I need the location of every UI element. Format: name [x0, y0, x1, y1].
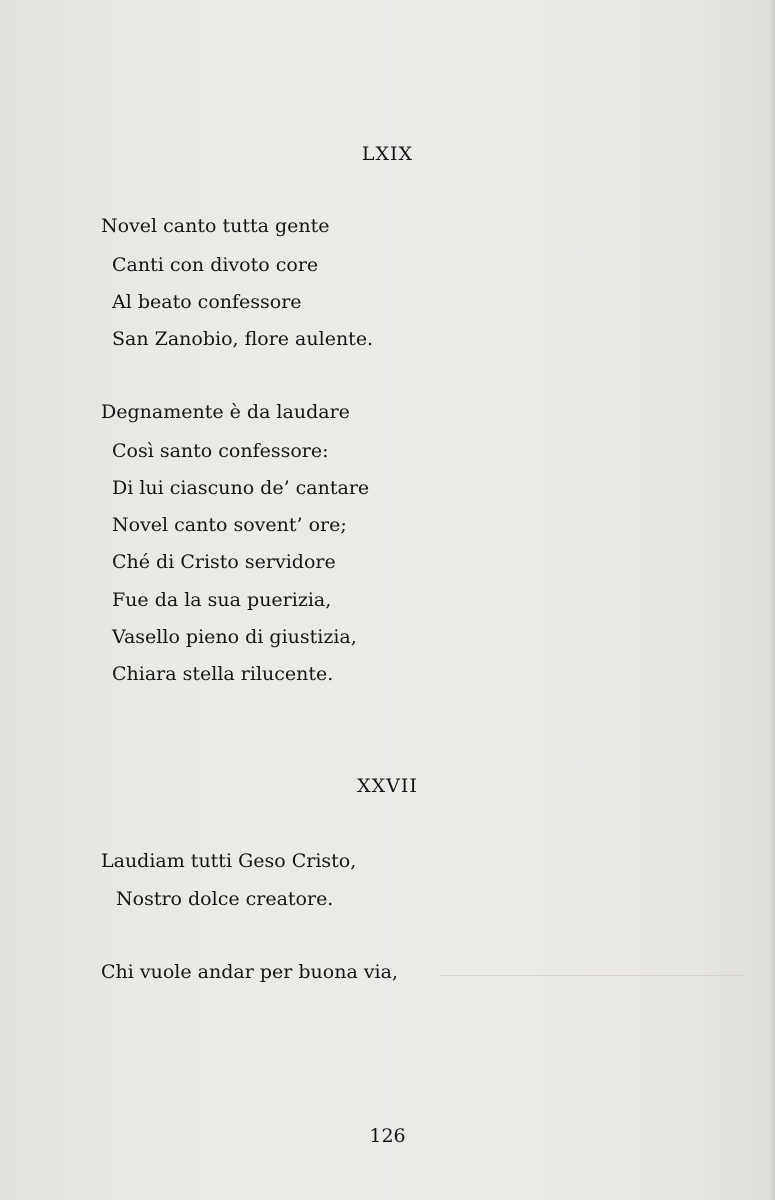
section-heading-lxix: LXIX [361, 143, 414, 165]
page-number: 126 [369, 1125, 406, 1147]
show-through-footnote-rule [440, 975, 745, 976]
verse-line: Novel canto tutta gente [101, 215, 330, 237]
verse-line: Novel canto sovent’ ore; [112, 514, 347, 536]
verse-line: Al beato confessore [112, 291, 302, 313]
verse-line: Vasello pieno di giustizia, [112, 626, 357, 648]
verse-line: Chi vuole andar per buona via, [101, 961, 398, 983]
verse-line: Laudiam tutti Geso Cristo, [101, 850, 357, 872]
verse-line: Ché di Cristo servidore [112, 551, 336, 573]
verse-line: Canti con divoto core [112, 254, 319, 276]
section-heading-xxvii: XXVII [357, 775, 418, 797]
verse-line: Così santo confessore: [112, 440, 329, 462]
verse-line: San Zanobio, flore aulente. [112, 328, 374, 350]
verse-line: Degnamente è da laudare [101, 401, 350, 423]
page-edge-shadow [769, 0, 775, 1200]
verse-line: Nostro dolce creatore. [116, 888, 334, 910]
verse-line: Fue da la sua puerizia, [112, 589, 332, 611]
verse-line: Chiara stella rilucente. [112, 663, 334, 685]
verse-line: Di lui ciascuno de’ cantare [112, 477, 370, 499]
